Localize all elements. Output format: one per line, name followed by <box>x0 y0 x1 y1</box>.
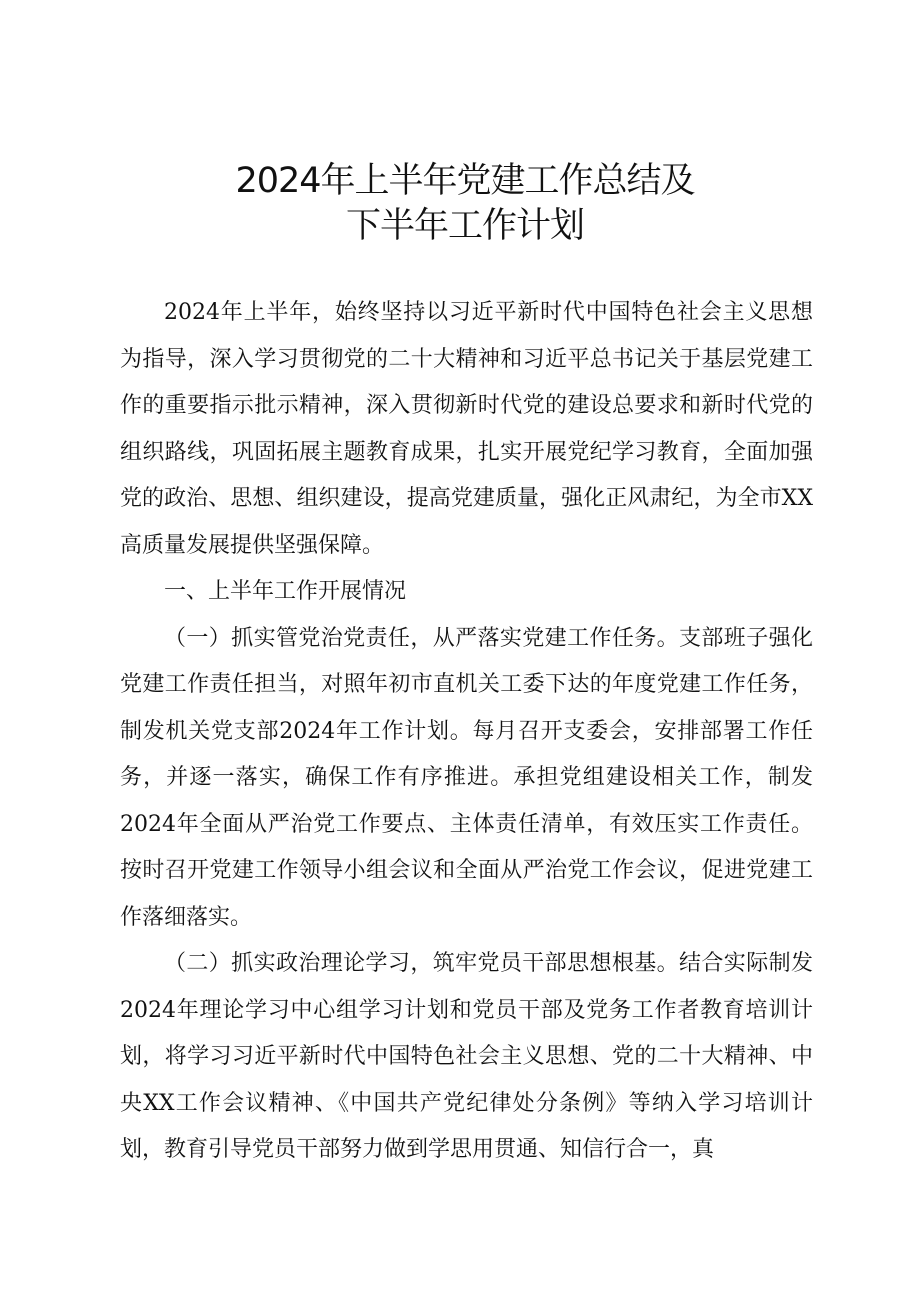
document-title-line-1: 2024年上半年党建工作总结及 <box>235 161 695 201</box>
document-title-line-2: 下半年工作计划 <box>345 206 584 246</box>
section-paragraph-1: （一）抓实管党治党责任，从严落实党建工作任务。支部班子强化党建工作责任担当，对照年初市直机关工委下达的年度党建工作任务，制发机关党支部2024年工作计划。每月召开支委会，安排部署工作任务，并逐一落实，确保工作有序推进。承担党组建设相关工作，制发2024年全面从严治党工作要点、主体责任清单，有效压实工作责任。按时召开党建工作领导小组会议和全面从严治党工作会议，促进党建工作落细落实。 <box>120 625 813 930</box>
section-paragraph-2: （二）抓实政治理论学习，筑牢党员干部思想根基。结合实际制发2024年理论学习中心组学习计划和党员干部及党务工作者教育培训计划，将学习习近平新时代中国特色社会主义思想、党的二十大精神、中央XX工作会议精神、《中国共产党纪律处分条例》等纳入学习培训计划，教育引导党员干部努力做到学思用贯通、知信行合一，真 <box>120 951 813 1162</box>
section-heading: 一、上半年工作开展情况 <box>164 579 407 604</box>
intro-paragraph: 2024年上半年，始终坚持以习近平新时代中国特色社会主义思想为指导，深入学习贯彻党的二十大精神和习近平总书记关于基层党建工作的重要指示批示精神，深入贯彻新时代党的建设总要求和新时代党的组织路线，巩固拓展主题教育成果，扎实开展党纪学习教育，全面加强党的政治、思想、组织建设，提高党建质量，强化正风肃纪，为全市XX高质量发展提供坚强保障。 <box>120 300 813 558</box>
document-body <box>120 290 813 1174</box>
